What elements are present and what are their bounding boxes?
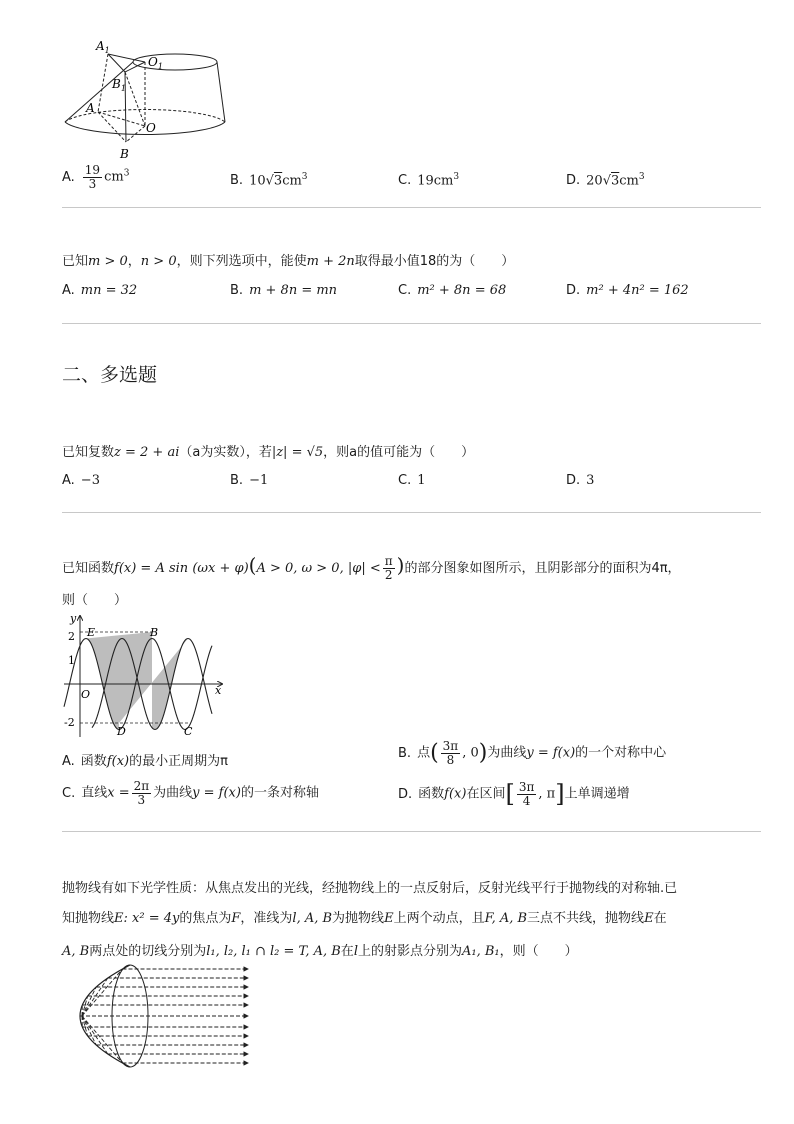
y-label: y (70, 612, 77, 625)
origin-label: O (81, 688, 91, 701)
q5-line2: 知抛物线E: x² = 4y的焦点为F，准线为l, A, B为抛物线E上两个动点，且F, A, B三点不共线，抛物线E在 (62, 911, 667, 926)
parabola-reflector-figure (60, 960, 260, 1072)
tick-2: 2 (68, 630, 75, 643)
divider (62, 831, 761, 832)
incident-ray (82, 978, 108, 1016)
q3-option-d[interactable]: D. 3 (566, 473, 595, 488)
q4-stem-line2: 则（ ） (62, 593, 128, 608)
q5-line1: 抛物线有如下光学性质：从焦点发出的光线，经抛物线上的一点反射后，反射光线平行于抛物线的对称轴.已 (62, 881, 678, 896)
tick-neg2: -2 (64, 716, 75, 729)
incident-ray (82, 1016, 108, 1054)
q2-option-d[interactable]: D. m² + 4n² = 162 (566, 283, 689, 298)
q1-option-b[interactable]: B. $10√3cm^3$ (230, 172, 308, 189)
q3-option-a[interactable]: A. −3 (62, 473, 100, 488)
q5-line3: A, B两点处的切线分别为l₁, l₂, l₁ ∩ l₂ = T, A, B在l上的射影点分别为A₁, B₁，则（ ） (62, 944, 578, 959)
section-title: 二、多选题 (62, 364, 158, 386)
incident-ray (82, 1016, 123, 1063)
q1-option-d[interactable]: D. $20√3cm^3$ (566, 172, 645, 189)
point-b-label: B (150, 626, 159, 639)
q4-option-b[interactable]: B. 点( $\frac{3\pi}{8}$ , 0)为曲线y = f(x)的一个对称中心 (398, 739, 667, 767)
label-a: A (86, 101, 95, 115)
q4-option-c[interactable]: C. 直线x = $\frac{2\pi}{3}$ 为曲线y = f(x)的一条对称轴 (62, 779, 319, 807)
point-d-label: D (117, 725, 126, 738)
q1-option-c[interactable]: C. $19cm^3$ (398, 172, 460, 189)
label-a1: $A_1$ (96, 39, 110, 55)
divider (62, 512, 761, 513)
q2-stem: 已知m > 0，n > 0，则下列选项中，能使m + 2n取得最小值18的为（ ） (62, 254, 515, 269)
point-c-label: C (184, 725, 193, 738)
q3-option-c[interactable]: C. 1 (398, 473, 426, 488)
q2-option-a[interactable]: A. mn = 32 (62, 283, 138, 298)
q3-option-b[interactable]: B. −1 (230, 473, 269, 488)
tick-1: 1 (68, 654, 75, 667)
label-o: O (146, 121, 156, 135)
q2-option-c[interactable]: C. m² + 8n = 68 (398, 283, 507, 298)
divider (62, 323, 761, 324)
q4-option-a[interactable]: A. 函数f(x)的最小正周期为π (62, 754, 228, 769)
incident-ray (82, 969, 123, 1016)
label-o1: $O_1$ (148, 55, 163, 71)
point-e-label: E (87, 626, 96, 639)
frustum-figure (60, 38, 230, 163)
x-label: x (215, 684, 222, 697)
q3-stem: 已知复数z = 2 + ai（a为实数），若|z| = √5，则a的值可能为（ ） (62, 445, 475, 460)
q4-option-d[interactable]: D. 函数f(x)在区间[ $\frac{3\pi}{4}$ , π]上单调递增 (398, 779, 630, 808)
label-b: B (120, 147, 129, 161)
sine-graph (62, 612, 227, 740)
q1-option-a[interactable]: A. $\frac{19}{3}$ $cm^3$ (62, 163, 130, 191)
label-b1: $B_1$ (112, 77, 126, 93)
q2-option-b[interactable]: B. m + 8n = mn (230, 283, 338, 298)
frustum-top-ellipse (133, 54, 217, 70)
q4-stem: 已知函数f(x) = A sin (ωx + φ)(A > 0, ω > 0, |φ| < $\frac{\pi}{2}$ )的部分图象如图所示，且阴影部分的面积为4π， (62, 553, 681, 582)
divider (62, 207, 761, 208)
